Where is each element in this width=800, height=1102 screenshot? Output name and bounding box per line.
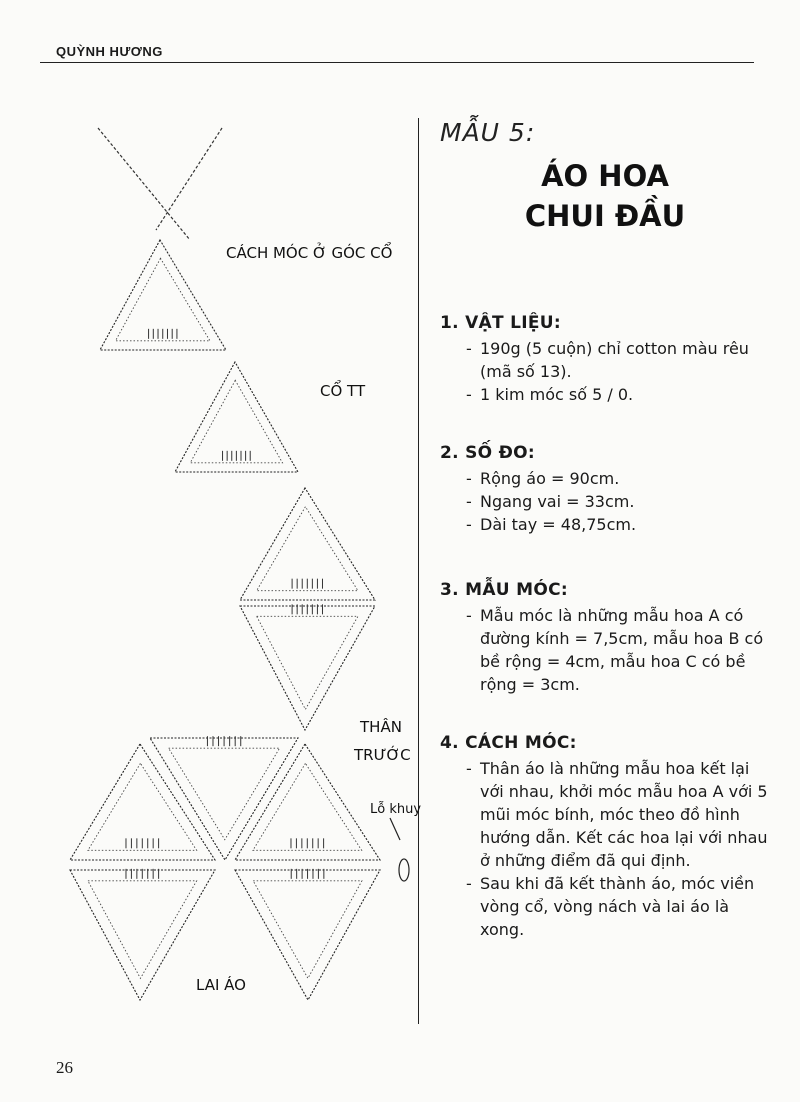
section-heading: 3. MẪU MÓC: bbox=[440, 580, 568, 600]
crochet-diagram-svg bbox=[40, 100, 420, 1040]
page-title bbox=[500, 156, 710, 236]
header-rule bbox=[40, 62, 754, 63]
label-neck-corner: CÁCH MÓC Ở GÓC CỔ bbox=[226, 244, 393, 262]
section-list bbox=[440, 467, 770, 536]
section-list bbox=[440, 757, 770, 941]
crochet-diagram bbox=[40, 100, 420, 1040]
motif-triangle-inner bbox=[257, 507, 358, 591]
motif-triangle-inner bbox=[116, 258, 211, 341]
list-item: - Rộng áo = 90cm. bbox=[440, 467, 770, 490]
list-item: - 190g (5 cuộn) chỉ cotton màu rêu (mã số 13). bbox=[440, 337, 770, 383]
label-neck: CỔ TT bbox=[320, 382, 366, 400]
list-item: - Mẫu móc là những mẫu hoa A có đường kính = 7,5cm, mẫu hoa B có bề rộng = 4cm, mẫu hoa C có bề rộng = 3cm. bbox=[440, 604, 770, 696]
motif-triangle-inner bbox=[169, 748, 280, 840]
section-list bbox=[440, 604, 770, 696]
section-pattern bbox=[440, 580, 770, 696]
list-item: - Thân áo là những mẫu hoa kết lại với nhau, khởi móc mẫu hoa A với 5 mũi móc bính, móc theo đồ hình hướng dẫn. Kết các hoa lại với nhau ở những điểm đã qui định. bbox=[440, 757, 770, 872]
neck-strap-right bbox=[156, 128, 222, 230]
title-line-2: CHUI ĐẦU bbox=[524, 199, 686, 233]
neck-strap-left bbox=[98, 128, 190, 240]
label-front-line2: TRƯỚC bbox=[354, 746, 411, 764]
pattern-label: MẪU 5: bbox=[440, 118, 536, 147]
section-method bbox=[440, 733, 770, 941]
section-heading: 1. VẬT LIỆU: bbox=[440, 313, 562, 333]
page-number: 26 bbox=[56, 1058, 73, 1077]
section-heading: 4. CÁCH MÓC: bbox=[440, 733, 577, 753]
motif-triangle bbox=[235, 870, 380, 1000]
title-line-1: ÁO HOA bbox=[541, 159, 669, 193]
list-item: - 1 kim móc số 5 / 0. bbox=[440, 383, 770, 406]
running-header: QUỲNH HƯƠNG bbox=[56, 44, 163, 59]
motif-triangle bbox=[240, 606, 375, 730]
motif-triangle bbox=[150, 738, 298, 860]
list-item: - Sau khi đã kết thành áo, móc viền vòng cổ, vòng nách và lai áo là xong. bbox=[440, 872, 770, 941]
label-hem: LAI ÁO bbox=[196, 976, 246, 994]
buttonhole-pointer bbox=[390, 818, 400, 840]
section-measurements bbox=[440, 443, 770, 536]
list-item: - Dài tay = 48,75cm. bbox=[440, 513, 770, 536]
list-item: - Ngang vai = 33cm. bbox=[440, 490, 770, 513]
buttonhole-loop bbox=[399, 859, 409, 881]
section-list bbox=[440, 337, 770, 406]
motif-triangle-inner bbox=[190, 380, 282, 463]
motif-triangle-inner bbox=[253, 881, 362, 979]
label-buttonhole: Lỗ khuy bbox=[370, 802, 422, 817]
section-materials bbox=[440, 313, 770, 406]
motif-triangle bbox=[70, 870, 215, 1000]
section-heading: 2. SỐ ĐO: bbox=[440, 443, 536, 463]
label-front-line1: THÂN bbox=[360, 718, 402, 736]
